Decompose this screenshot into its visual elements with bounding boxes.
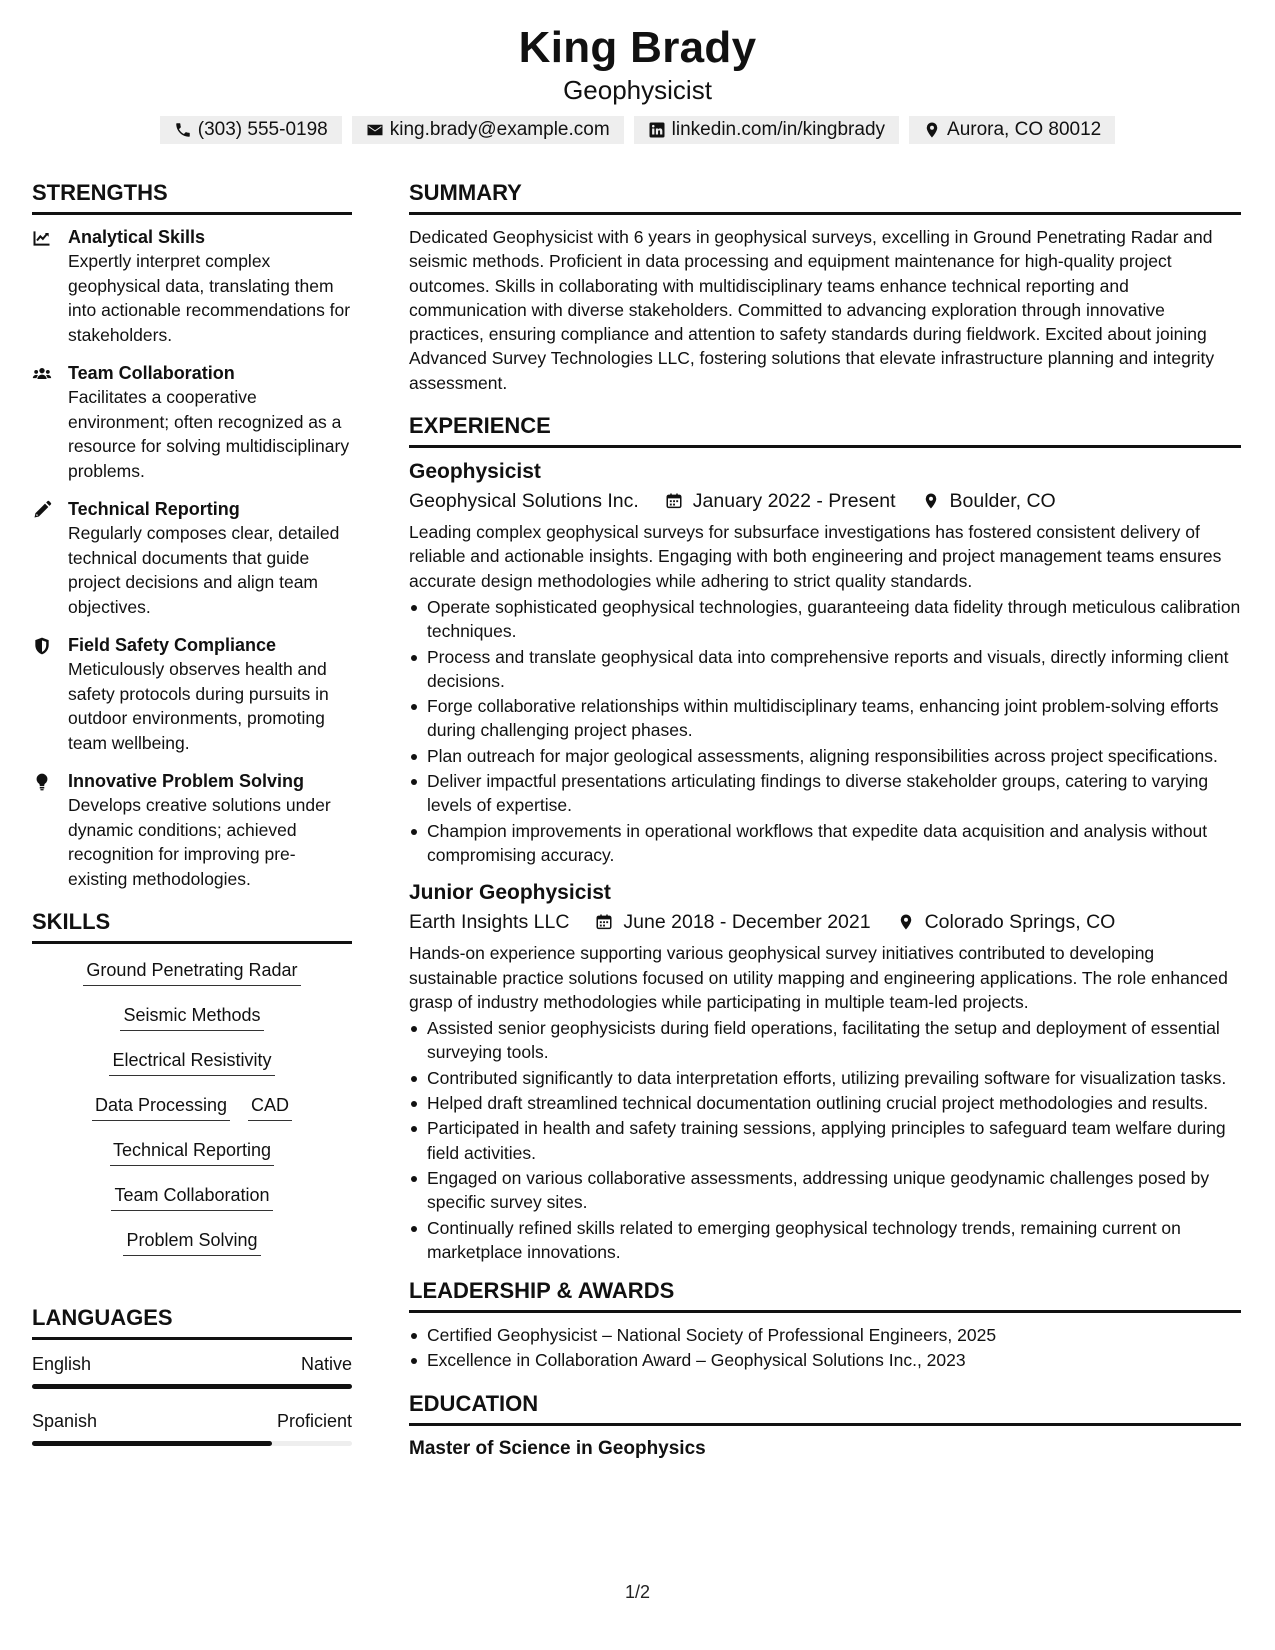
calendar-icon — [595, 913, 613, 931]
summary-heading: SUMMARY — [409, 178, 1241, 215]
language-bar-fill — [32, 1384, 352, 1389]
experience-heading: EXPERIENCE — [409, 411, 1241, 448]
skill-tag: Ground Penetrating Radar — [83, 958, 300, 986]
map-pin-icon — [922, 492, 940, 510]
education-heading: EDUCATION — [409, 1389, 1241, 1426]
map-pin-icon — [897, 913, 915, 931]
strength-item — [32, 225, 352, 347]
linkedin-icon — [648, 121, 666, 139]
language-level: Proficient — [276, 1411, 352, 1431]
skills-heading: SKILLS — [32, 907, 352, 944]
strength-desc: Develops creative solutions under dynamic conditions; achieved recognition for improving pre-existing methodologies. — [68, 795, 331, 889]
job-dates: June 2018 - December 2021 — [623, 911, 871, 934]
calendar-icon — [665, 492, 683, 510]
candidate-role: Geophysicist — [563, 75, 712, 105]
candidate-name: King Brady — [518, 23, 757, 72]
job-title: Junior Geophysicist — [409, 881, 611, 905]
strength-title: Analytical Skills — [68, 227, 206, 247]
job-bullet: Champion improvements in operational workflows that expedite data acquisition and analysis without compromising accuracy. — [409, 819, 1241, 868]
page-number: 1/2 — [624, 1582, 651, 1602]
job-bullet: Engaged on various collaborative assessments, addressing unique geodynamic challenges posed by specific survey sites. — [409, 1166, 1241, 1215]
skill-tag: Seismic Methods — [120, 1003, 263, 1031]
strength-title: Technical Reporting — [68, 499, 240, 519]
languages-list — [32, 1352, 352, 1446]
education-degree: Master of Science in Geophysics — [409, 1437, 706, 1459]
job-bullet: Contributed significantly to data interpretation efforts, utilizing prevailing software for visualization tasks. — [409, 1066, 1241, 1090]
award-item: Excellence in Collaboration Award – Geophysical Solutions Inc., 2023 — [409, 1348, 1241, 1372]
job-bullet: Forge collaborative relationships within multidisciplinary teams, enhancing joint problem-solving efforts during challenging project phases. — [409, 694, 1241, 743]
languages-heading: LANGUAGES — [32, 1303, 352, 1340]
strength-title: Team Collaboration — [68, 363, 235, 383]
job-entry — [409, 879, 1241, 1264]
strength-desc: Regularly composes clear, detailed technical documents that guide project decisions and align team objectives. — [68, 523, 340, 617]
skills-list — [32, 954, 352, 1281]
contact-linkedin[interactable]: linkedin.com/in/kingbrady — [634, 116, 899, 144]
job-location: Boulder, CO — [949, 490, 1056, 513]
skill-tag: Technical Reporting — [110, 1138, 274, 1166]
contact-location[interactable]: Aurora, CO 80012 — [909, 116, 1115, 144]
summary-text: Dedicated Geophysicist with 6 years in geophysical surveys, excelling in Ground Penetrating Radar and seismic methods. Proficient in data processing and equipment maintenance for high-quality project outcomes. Skills in collaborating with multidisciplinary teams enhance technical reporting and communication with diverse stakeholders. Committed to advancing exploration through innovative practices, ensuring compliance and attention to safety standards during fieldwork. Excited about joining Advanced Survey Technologies LLC, fostering solutions that elevate infrastructure planning and integrity assessment. — [409, 227, 1215, 393]
job-dates: January 2022 - Present — [692, 490, 896, 513]
strength-desc: Facilitates a cooperative environment; often recognized as a resource for solving multidisciplinary problems. — [68, 387, 350, 481]
strengths-heading: STRENGTHS — [32, 178, 352, 215]
language-bar-fill — [32, 1441, 272, 1446]
pencil-icon — [32, 500, 52, 520]
job-bullet: Continually refined skills related to emerging geophysical technology trends, remaining current on marketplace innovations. — [409, 1216, 1241, 1265]
strength-desc: Meticulously observes health and safety protocols during pursuits in outdoor environments, promoting team wellbeing. — [68, 659, 329, 753]
skill-tag: Problem Solving — [123, 1228, 260, 1256]
job-location: Colorado Springs, CO — [924, 911, 1116, 934]
strength-title: Innovative Problem Solving — [68, 771, 305, 791]
job-description: Leading complex geophysical surveys for subsurface investigations has fostered consistent delivery of reliable and actionable insights. Engaging with both engineering and project management teams ensures accurate design methodologies while adhering to strict quality standards. — [409, 522, 1222, 591]
shield-icon — [32, 636, 52, 656]
job-bullet: Assisted senior geophysicists during field operations, facilitating the setup and deployment of essential surveying tools. — [409, 1016, 1241, 1065]
phone-icon — [174, 121, 192, 139]
award-item: Certified Geophysicist – National Society of Professional Engineers, 2025 — [409, 1323, 1241, 1347]
strength-desc: Expertly interpret complex geophysical data, translating them into actionable recommendations for stakeholders. — [68, 251, 351, 345]
language-item — [32, 1409, 352, 1433]
job-bullet: Helped draft streamlined technical documentation outlining crucial project methodologies and results. — [409, 1091, 1241, 1115]
left-column — [32, 178, 352, 1466]
map-pin-icon — [923, 121, 941, 139]
strength-item — [32, 769, 352, 891]
job-company: Geophysical Solutions Inc. — [409, 490, 639, 513]
contact-bar — [0, 116, 1275, 144]
users-icon — [32, 364, 52, 384]
job-meta — [409, 486, 1241, 516]
strength-item — [32, 361, 352, 483]
job-bullet: Participated in health and safety training sessions, applying principles to safeguard team welfare during field activities. — [409, 1116, 1241, 1165]
language-bar — [32, 1441, 352, 1446]
language-level: Native — [300, 1354, 352, 1374]
skill-tag: Electrical Resistivity — [109, 1048, 274, 1076]
job-bullet: Process and translate geophysical data into comprehensive reports and visuals, directly informing client decisions. — [409, 645, 1241, 694]
job-entry — [409, 458, 1241, 867]
strength-item — [32, 497, 352, 619]
language-name: English — [32, 1354, 92, 1374]
job-description: Hands-on experience supporting various geophysical survey initiatives contributed to developing sustainable practice solutions focused on utility mapping and engineering applications. The role enhanced grasp of industry methodologies while participating in multiple team-led projects. — [409, 943, 1228, 1012]
skill-tag: CAD — [248, 1093, 292, 1121]
job-company: Earth Insights LLC — [409, 911, 570, 934]
job-bullets — [409, 1016, 1241, 1264]
right-column — [409, 178, 1241, 1462]
job-title: Geophysicist — [409, 460, 541, 484]
job-bullet: Deliver impactful presentations articulating findings to diverse stakeholder groups, catering to varying levels of expertise. — [409, 769, 1241, 818]
job-bullets — [409, 595, 1241, 867]
chart-line-icon — [32, 228, 52, 248]
job-bullet: Operate sophisticated geophysical technologies, guaranteeing data fidelity through meticulous calibration techniques. — [409, 595, 1241, 644]
skill-tag: Team Collaboration — [111, 1183, 272, 1211]
leadership-list — [409, 1323, 1241, 1373]
language-name: Spanish — [32, 1411, 98, 1431]
strength-item — [32, 633, 352, 755]
contact-email[interactable]: king.brady@example.com — [352, 116, 624, 144]
job-bullet: Plan outreach for major geological assessments, aligning responsibilities across project specifications. — [409, 744, 1241, 768]
leadership-heading: LEADERSHIP & AWARDS — [409, 1276, 1241, 1313]
resume-header — [0, 22, 1275, 144]
envelope-icon — [366, 121, 384, 139]
language-bar — [32, 1384, 352, 1389]
lightbulb-icon — [32, 772, 52, 792]
skill-tag: Data Processing — [92, 1093, 230, 1121]
strength-title: Field Safety Compliance — [68, 635, 277, 655]
job-meta — [409, 907, 1241, 937]
language-item — [32, 1352, 352, 1376]
contact-phone[interactable]: (303) 555-0198 — [160, 116, 342, 144]
